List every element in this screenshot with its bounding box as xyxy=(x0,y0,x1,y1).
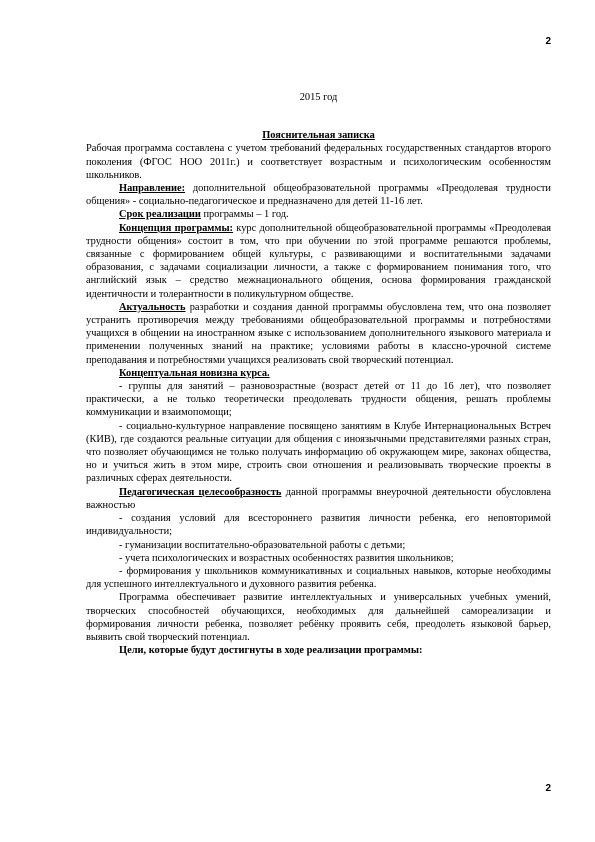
expedience-item: - создания условий для всестороннего развития личности ребенка, его неповторимой индивидуальности; xyxy=(86,513,551,538)
concept-label: Концепция программы: xyxy=(119,222,234,234)
document-year: 2015 год xyxy=(299,92,338,103)
expedience-paragraph xyxy=(86,486,551,512)
course-idea-item: - социально-культурное направление посвящено занятиям в Клубе Интернациональных Встреч (КИВ), где создаются реальные ситуации для общения с иноязычными представителями разных стран, что позволяет обучающимся не только получать информацию об окружающем мире, законах общества, но и учиться жить в этом мире, строить свои отношения и реализовывать творческие проекты в различных сферах деятельности. xyxy=(86,420,551,485)
expedience-item: - учета психологических и возрастных особенностях развития школьников; xyxy=(119,552,454,564)
page-number-bottom: 2 xyxy=(545,783,551,794)
expedience-label: Педагогическая целесообразность xyxy=(119,486,282,498)
intro-paragraph: Рабочая программа составлена с учетом требований федеральных государственных стандартов второго поколения (ФГОС НОО 2011г.) и соответствует возрастным и психологическим особенностям школьников. xyxy=(86,143,551,181)
goals-line: Цели, которые будут достигнуты в ходе реализации программы: xyxy=(119,645,423,657)
page-number-top: 2 xyxy=(545,36,551,47)
direction-label: Направление: xyxy=(119,183,186,195)
relevance-text: разработки и создания данной программы обусловлена тем, что она позволяет устранить противоречия между требованиями общеобразовательной программы и потребностями учащихся в общении на иностранном языке с использованием дополнительного языкового материала и применении полученных знаний на практике; условиями работы в классно-урочной системе преподавания и потребностями учащихся реализовать свой творческий потенциал. xyxy=(86,301,551,366)
relevance-label: Актуальность xyxy=(119,301,186,313)
document-body xyxy=(86,91,551,657)
section-heading: Пояснительная записка xyxy=(262,130,375,142)
concept-text: курс дополнительной общеобразовательной программы «Преодолевая трудности общения» состоит в том, что при обучении по этой программе решаются проблемы, связанные с формированием общей культуры, с развивающими и воспитательными задачами образования, с задачами социализации личности, а также с формированием понимания того, что английский язык – средство межнационального общения, основа формирования гражданской идентичности и толерантности в поликультурном обществе. xyxy=(86,222,552,300)
term-label: Срок реализации xyxy=(119,209,201,221)
expedience-item: - формирования у школьников коммуникативных и социальных навыков, которые необходимы для успешного интеллектуального и духовного развития ребенка. xyxy=(86,565,551,591)
program-provides-paragraph: Программа обеспечивает развитие интеллектуальных и универсальных учебных умений, творческих способностей обучающихся, необходимых для дальнейшей самореализации и формирования личности ребенка, позволяет ребёнку проявить себя, преодолеть языковой барьер, выявить свой творческий потенциал. xyxy=(86,592,551,643)
direction-paragraph xyxy=(86,182,551,208)
course-idea-heading: Концептуальная новизна курса. xyxy=(119,367,270,379)
expedience-text: данной программы внеурочной деятельности обусловлена важностью xyxy=(86,486,552,511)
term-paragraph xyxy=(86,208,551,221)
relevance-paragraph xyxy=(86,301,551,367)
course-idea-item: - группы для занятий – разновозрастные (возраст детей от 11 до 16 лет), что позволяет практически, а не только теоретически преодолевать трудности общения, решать проблемы коммуникации и взаимопомощи; xyxy=(86,381,551,419)
term-text: программы – 1 год. xyxy=(200,209,289,221)
direction-text: дополнительной общеобразовательной программы «Преодолевая трудности общения» - социально-педагогическое и предназначено для детей 11-16 лет. xyxy=(86,183,551,208)
expedience-item: - гуманизации воспитательно-образовательной работы с детьми; xyxy=(119,539,406,551)
concept-paragraph xyxy=(86,222,551,301)
